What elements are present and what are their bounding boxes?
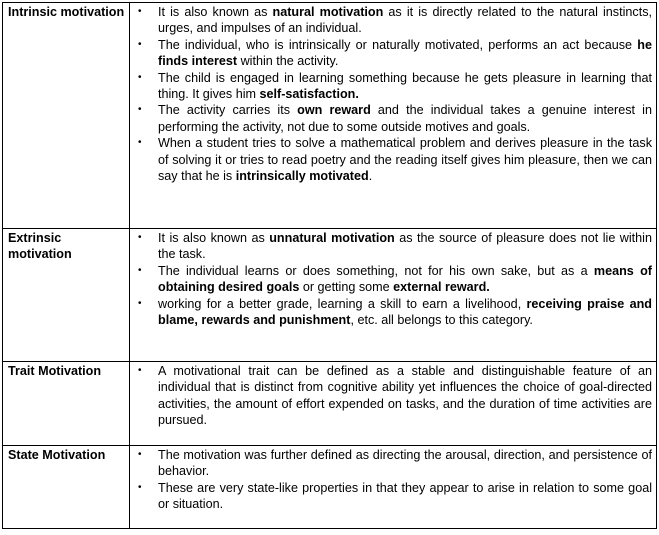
bullet-list [130,363,652,429]
table-row [3,3,657,229]
text-run: The individual learns or does something, not for his own sake, but as a [158,263,594,278]
bullet-list [130,447,652,513]
bold-text: external reward. [393,280,490,295]
bullet-list [130,230,652,328]
bold-text: own reward [297,103,371,118]
bold-text: self-satisfaction. [259,87,359,102]
text-run: A motivational trait can be defined as a stable and distinguishable feature of an individual that is distinct from cognitive ability yet influences the choice of goal-directed activities, the amount of effort expended on tasks, and the duration of time activities are pursued. [158,364,652,428]
bullet-icon: • [138,449,142,460]
bullet-icon: • [138,481,142,493]
bold-text: intrinsically motivated [235,169,369,184]
text-run: It is also known as [158,231,270,245]
text-run: The individual, who is intrinsically or naturally motivated, performs an act because [158,37,638,52]
bullet-icon: • [138,264,142,276]
bullet-icon: • [138,365,142,376]
bullet-icon: • [138,6,142,17]
bullet-item [130,296,652,329]
table-row [3,362,657,446]
bullet-list [130,4,652,184]
bullet-item [130,447,652,480]
bullet-item [130,230,652,263]
description-cell [130,446,657,529]
table-row [3,229,657,362]
text-run: The child is engaged in learning something because he gets pleasure in learning that thing. It gives him [158,70,652,102]
motivation-table [2,2,657,529]
description-cell [130,362,657,446]
bold-text: natural motivation [272,5,384,19]
table-row [3,446,657,529]
motivation-table-body [3,3,657,529]
description-cell [130,229,657,362]
bullet-item [130,263,652,296]
bullet-item [130,480,652,513]
text-run: as the source of pleasure does not lie within the task. [158,231,652,262]
term-cell: Intrinsic motivation [3,3,130,229]
text-run: It is also known as [158,5,273,19]
text-run: The activity carries its [158,103,298,118]
bullet-icon: • [138,38,142,50]
term-cell: Extrinsic motivation [3,229,130,362]
term-cell: State Motivation [3,446,130,529]
text-run: The motivation was further defined as directing the arousal, direction, and persistence of behavior. [158,448,652,479]
bold-text: receiving praise and blame, rewards and punishment [158,296,652,328]
text-run: and the individual takes a genuine interest in performing the activity, not due to some outside motives and goals. [158,103,652,134]
text-run: or getting some [299,280,394,295]
bullet-item [130,37,652,70]
description-cell [130,3,657,229]
text-run: working for a better grade, learning a skill to earn a livelihood, [158,296,527,311]
bullet-icon: • [138,297,142,309]
text-run: , etc. all belongs to this category. [350,313,533,328]
bold-text: he finds interest [158,37,652,69]
text-run: When a student tries to solve a mathematical problem and derives pleasure in the task of solving it or tries to read poetry and the reading itself gives him pleasure, then we can say that he is [158,136,652,184]
bullet-item [130,363,652,429]
bold-text: unnatural motivation [269,231,395,245]
bullet-item [130,70,652,103]
bullet-icon: • [138,232,142,243]
text-run: as it is directly related to the natural instincts, urges, and impulses of an individual. [158,5,652,36]
text-run: . [368,169,373,184]
bullet-item [130,4,652,37]
bullet-item [130,135,652,184]
bullet-icon: • [138,104,142,116]
bold-text: means of obtaining desired goals [158,263,652,295]
bullet-icon: • [138,71,142,83]
bullet-item [130,102,652,135]
term-cell: Trait Motivation [3,362,130,446]
bullet-icon: • [138,137,142,149]
text-run: These are very state-like properties in that they appear to arise in relation to some goal or situation. [158,480,652,512]
text-run: within the activity. [237,54,339,69]
